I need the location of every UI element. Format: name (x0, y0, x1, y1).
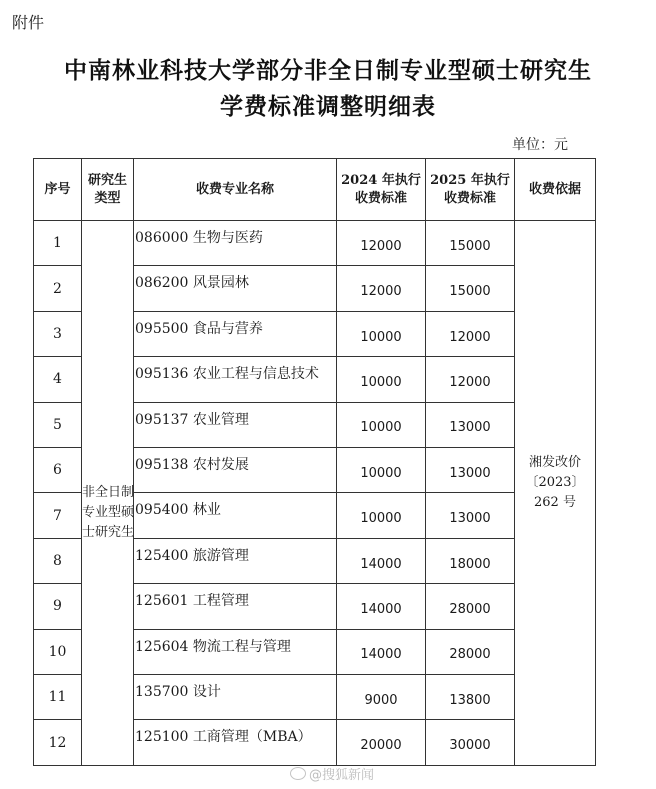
row-fee-2024: 20000 (337, 720, 426, 766)
row-fee-2025: 12000 (426, 311, 515, 356)
row-seq: 1 (34, 221, 82, 266)
row-fee-2024: 14000 (337, 629, 426, 674)
student-type: 非全日制专业型硕士研究生 (82, 485, 135, 540)
row-seq: 12 (34, 720, 82, 766)
fee-basis-cell (515, 221, 596, 766)
row-fee-2024: 12000 (337, 266, 426, 311)
row-fee-2025: 15000 (426, 221, 515, 266)
row-seq: 3 (34, 311, 82, 356)
row-seq: 8 (34, 538, 82, 583)
row-seq: 9 (34, 584, 82, 629)
row-fee-2025: 13000 (426, 402, 515, 447)
document-title-line1: 中南林业科技大学部分非全日制专业型硕士研究生 (64, 57, 592, 84)
row-major: 125601 工程管理 (134, 584, 337, 629)
row-fee-2025: 18000 (426, 538, 515, 583)
row-fee-2024: 10000 (337, 357, 426, 402)
row-major: 095400 林业 (134, 493, 337, 538)
document-title-line2: 学费标准调整明细表 (220, 93, 436, 120)
row-major: 095500 食品与营养 (134, 311, 337, 356)
row-seq: 4 (34, 357, 82, 402)
row-fee-2025: 13000 (426, 448, 515, 493)
attachment-label: 附件 (12, 13, 45, 32)
unit-label: 单位：元 (512, 137, 568, 153)
header-basis: 收费依据 (515, 159, 596, 221)
header-fee-2025: 2025 年执行收费标准 (426, 159, 515, 221)
row-fee-2024: 14000 (337, 538, 426, 583)
weibo-icon (290, 767, 306, 780)
header-fee-2024: 2024 年执行收费标准 (337, 159, 426, 221)
row-fee-2024: 10000 (337, 448, 426, 493)
row-seq: 11 (34, 675, 82, 720)
watermark (290, 764, 374, 783)
row-major: 095138 农村发展 (134, 448, 337, 493)
row-seq: 7 (34, 493, 82, 538)
row-fee-2025: 15000 (426, 266, 515, 311)
row-major: 125100 工商管理（MBA） (134, 720, 337, 766)
header-seq: 序号 (34, 159, 82, 221)
fee-table (33, 158, 596, 766)
table-row (34, 221, 596, 266)
row-seq: 5 (34, 402, 82, 447)
fee-basis: 湘发改价〔2023〕262 号 (525, 455, 585, 510)
row-seq: 2 (34, 266, 82, 311)
row-fee-2025: 13800 (426, 675, 515, 720)
row-fee-2024: 9000 (337, 675, 426, 720)
row-fee-2025: 12000 (426, 357, 515, 402)
row-fee-2025: 28000 (426, 584, 515, 629)
row-seq: 10 (34, 629, 82, 674)
row-fee-2025: 30000 (426, 720, 515, 766)
table-body (34, 221, 596, 766)
row-fee-2024: 12000 (337, 221, 426, 266)
row-fee-2024: 10000 (337, 311, 426, 356)
row-major: 086000 生物与医药 (134, 221, 337, 266)
row-seq: 6 (34, 448, 82, 493)
row-major: 095137 农业管理 (134, 402, 337, 447)
header-major: 收费专业名称 (134, 159, 337, 221)
row-major: 125604 物流工程与管理 (134, 629, 337, 674)
row-major: 095136 农业工程与信息技术 (134, 357, 337, 402)
row-major: 086200 风景园林 (134, 266, 337, 311)
row-fee-2025: 28000 (426, 629, 515, 674)
row-fee-2024: 14000 (337, 584, 426, 629)
row-fee-2024: 10000 (337, 493, 426, 538)
row-major: 135700 设计 (134, 675, 337, 720)
student-type-cell (82, 221, 134, 766)
header-type: 研究生类型 (82, 159, 134, 221)
watermark-text: @搜狐新闻 (309, 768, 375, 783)
table-header-row (34, 159, 596, 221)
row-major: 125400 旅游管理 (134, 538, 337, 583)
row-fee-2025: 13000 (426, 493, 515, 538)
row-fee-2024: 10000 (337, 402, 426, 447)
